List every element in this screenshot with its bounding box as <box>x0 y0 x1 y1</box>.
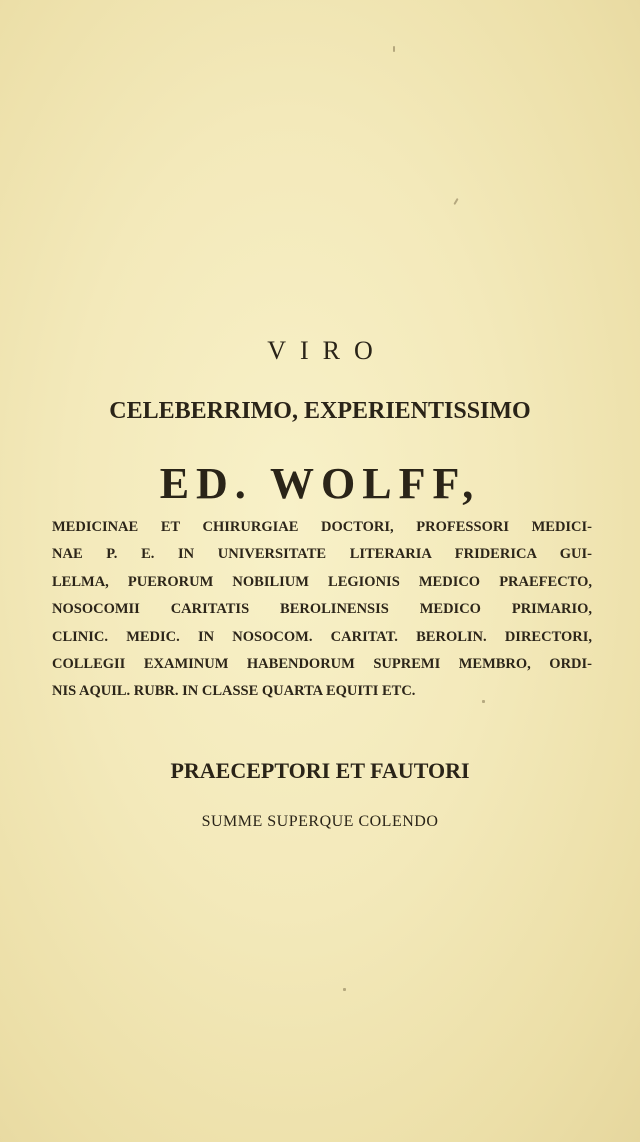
dedication-summe: SUMME SUPERQUE COLENDO <box>201 813 439 830</box>
titles-line: LELMA, PUERORUM NOBILIUM LEGIONIS MEDICO PRAEFECTO, <box>52 573 592 590</box>
dedication-praeceptori: PRAECEPTORI ET FAUTORI <box>170 758 470 783</box>
titles-line: NAE P. E. IN UNIVERSITATE LITERARIA FRIDERICA GUI- <box>52 546 592 563</box>
dedicatee-name: ED. WOLFF, <box>159 459 481 508</box>
paper-speck <box>393 46 395 52</box>
titles-line: COLLEGII EXAMINUM HABENDORUM SUPREMI MEMBRO, ORDI- <box>52 656 592 673</box>
titles-line: NIS AQUIL. RUBR. IN CLASSE QUARTA EQUITI ETC. <box>52 683 416 700</box>
dedication-viro: VIRO <box>267 336 387 365</box>
titles-line: NOSOCOMII CARITATIS BEROLINENSIS MEDICO PRIMARIO, <box>52 601 592 618</box>
dedicatee-titles <box>52 514 592 706</box>
titles-line: CLINIC. MEDIC. IN NOSOCOM. CARITAT. BEROLIN. DIRECTORI, <box>52 628 592 645</box>
dedication-epithet: CELEBERRIMO, EXPERIENTISSIMO <box>109 398 531 424</box>
paper-speck <box>453 198 458 205</box>
titles-line: MEDICINAE ET CHIRURGIAE DOCTORI, PROFESSORI MEDICI- <box>52 519 592 535</box>
paper-speck <box>343 988 346 991</box>
